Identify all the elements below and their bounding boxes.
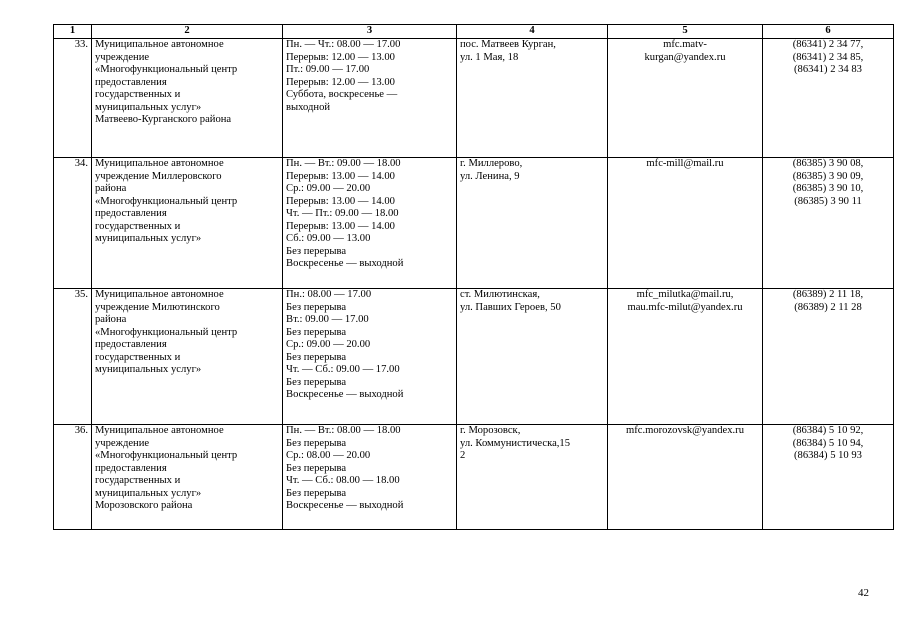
- address-cell-line: г. Миллерово,: [460, 158, 523, 169]
- row-number-cell: 36.: [54, 425, 92, 530]
- organization-name-cell-line: государственных и: [95, 220, 181, 232]
- header-row: [54, 25, 894, 39]
- working-hours-cell-line: Вт.: 09.00 — 17.00: [286, 314, 369, 325]
- phones-cell-line: (86384) 5 10 92,: [792, 425, 864, 436]
- address-cell-line: ул. Павших Героев, 50: [460, 301, 561, 313]
- phones-cell-line: (86389) 2 11 18,: [792, 289, 864, 300]
- organization-name-cell: [92, 289, 283, 425]
- working-hours-cell-line: Без перерыва: [286, 351, 347, 363]
- working-hours-cell-line: Чт. — Пт.: 09.00 — 18.00: [286, 208, 399, 219]
- organization-name-cell-line: государственных и: [95, 475, 181, 486]
- organization-name-cell-line: муниципальных услуг»: [95, 364, 202, 375]
- organization-name-cell-line: Муниципальное автономное: [95, 425, 224, 436]
- working-hours-cell-line: Ср.: 08.00 — 20.00: [286, 450, 371, 461]
- email-cell-line: mfc_milutka@mail.ru,: [636, 289, 734, 300]
- working-hours-cell-line: Ср.: 09.00 — 20.00: [286, 339, 371, 350]
- organization-name-cell-line: «Многофункциональный центр: [95, 195, 238, 207]
- organization-name-cell-line: предоставления: [95, 462, 167, 474]
- email-cell-line: mfc.matv-: [663, 39, 707, 50]
- phones-cell: [763, 289, 894, 425]
- organization-name-cell-line: Матвеево-Курганского района: [95, 114, 232, 125]
- col-header-2: 2: [92, 25, 283, 39]
- phones-cell-line: (86341) 2 34 77,: [792, 39, 864, 50]
- working-hours-cell-line: Ср.: 09.00 — 20.00: [286, 183, 371, 194]
- organization-name-cell: [92, 158, 283, 289]
- col-header-6: 6: [763, 25, 894, 39]
- organization-name-cell-line: муниципальных услуг»: [95, 487, 202, 499]
- phones-cell: [763, 39, 894, 158]
- organization-name-cell-line: государственных и: [95, 89, 181, 100]
- email-cell: [608, 425, 763, 530]
- phones-cell: [763, 158, 894, 289]
- working-hours-cell-line: Чт. — Сб.: 09.00 — 17.00: [286, 364, 400, 375]
- organization-name-cell-line: учреждение: [95, 51, 150, 63]
- phones-cell-line: (86341) 2 34 83: [794, 64, 862, 75]
- email-cell: [608, 158, 763, 289]
- organization-name-cell: [92, 425, 283, 530]
- working-hours-cell-line: Воскресенье — выходной: [286, 389, 404, 400]
- organization-name-cell-line: района: [95, 314, 127, 325]
- working-hours-cell-line: Пн. — Вт.: 09.00 — 18.00: [286, 158, 401, 169]
- address-cell-line: г. Морозовск,: [460, 425, 521, 436]
- working-hours-cell-line: Без перерыва: [286, 376, 347, 388]
- email-cell-line: mau.mfc-milut@yandex.ru: [627, 301, 743, 313]
- row-number-cell: 34.: [54, 158, 92, 289]
- row-number-cell: 33.: [54, 39, 92, 158]
- organization-name-cell-line: Муниципальное автономное: [95, 158, 224, 169]
- phones-cell-line: (86385) 3 90 10,: [792, 183, 864, 194]
- phones-cell-line: (86385) 3 90 11: [794, 195, 862, 207]
- working-hours-cell: [283, 425, 457, 530]
- working-hours-cell-line: Без перерыва: [286, 462, 347, 474]
- working-hours-cell: [283, 39, 457, 158]
- page-number: 42: [858, 587, 869, 599]
- organization-name-cell-line: Муниципальное автономное: [95, 39, 224, 50]
- col-header-4: 4: [457, 25, 608, 39]
- col-header-5: 5: [608, 25, 763, 39]
- organization-name-cell-line: «Многофункциональный центр: [95, 450, 238, 461]
- table-row: [54, 39, 894, 158]
- working-hours-cell-line: Без перерыва: [286, 437, 347, 449]
- address-cell-line: 2: [460, 450, 466, 461]
- working-hours-cell-line: Перерыв: 13.00 — 14.00: [286, 220, 395, 232]
- organization-name-cell-line: района: [95, 183, 127, 194]
- phones-cell-line: (86389) 2 11 28: [794, 301, 862, 313]
- working-hours-cell-line: Сб.: 09.00 — 13.00: [286, 233, 371, 244]
- email-cell: [608, 289, 763, 425]
- table-row: [54, 158, 894, 289]
- working-hours-cell-line: выходной: [286, 101, 331, 113]
- organization-name-cell-line: учреждение: [95, 437, 150, 449]
- email-cell-line: kurgan@yandex.ru: [644, 51, 726, 63]
- phones-cell-line: (86385) 3 90 09,: [792, 170, 864, 182]
- organization-name-cell-line: предоставления: [95, 208, 167, 219]
- organization-name-cell-line: предоставления: [95, 76, 167, 88]
- phones-cell-line: (86384) 5 10 93: [794, 450, 862, 461]
- address-cell: [457, 158, 608, 289]
- working-hours-cell-line: Перерыв: 13.00 — 14.00: [286, 195, 395, 207]
- working-hours-cell: [283, 289, 457, 425]
- organization-name-cell-line: Муниципальное автономное: [95, 289, 224, 300]
- address-cell: [457, 425, 608, 530]
- working-hours-cell-line: Без перерыва: [286, 326, 347, 338]
- organization-name-cell-line: «Многофункциональный центр: [95, 326, 238, 338]
- organization-name-cell-line: государственных и: [95, 351, 181, 363]
- address-cell-line: ул. Ленина, 9: [460, 170, 520, 182]
- col-header-3: 3: [283, 25, 457, 39]
- address-cell-line: ст. Милютинская,: [460, 289, 540, 300]
- organization-name-cell: [92, 39, 283, 158]
- organization-name-cell-line: муниципальных услуг»: [95, 101, 202, 113]
- organization-name-cell-line: муниципальных услуг»: [95, 233, 202, 244]
- working-hours-cell-line: Перерыв: 12.00 — 13.00: [286, 76, 395, 88]
- col-header-1: 1: [54, 25, 92, 39]
- address-cell-line: пос. Матвеев Курган,: [460, 39, 556, 50]
- working-hours-cell-line: Перерыв: 12.00 — 13.00: [286, 51, 395, 63]
- phones-cell-line: (86384) 5 10 94,: [792, 437, 864, 449]
- working-hours-cell-line: Пн.: 08.00 — 17.00: [286, 289, 372, 300]
- working-hours-cell-line: Пт.: 09.00 — 17.00: [286, 64, 370, 75]
- working-hours-cell-line: Без перерыва: [286, 245, 347, 257]
- working-hours-cell-line: Пн. — Вт.: 08.00 — 18.00: [286, 425, 401, 436]
- address-cell: [457, 39, 608, 158]
- organization-name-cell-line: «Многофункциональный центр: [95, 64, 238, 75]
- working-hours-cell-line: Перерыв: 13.00 — 14.00: [286, 170, 395, 182]
- working-hours-cell-line: Суббота, воскресенье —: [286, 89, 398, 100]
- row-number-cell: 35.: [54, 289, 92, 425]
- phones-cell-line: (86341) 2 34 85,: [792, 51, 864, 63]
- address-cell-line: ул. 1 Мая, 18: [460, 51, 519, 63]
- organization-name-cell-line: учреждение Миллеровского: [95, 170, 222, 182]
- table-body: [54, 39, 894, 530]
- table-row: [54, 289, 894, 425]
- email-cell-line: mfc.morozovsk@yandex.ru: [625, 425, 745, 436]
- working-hours-cell: [283, 158, 457, 289]
- email-cell: [608, 39, 763, 158]
- table-row: [54, 425, 894, 530]
- working-hours-cell-line: Без перерыва: [286, 487, 347, 499]
- mfc-directory-table: [53, 24, 894, 530]
- email-cell-line: mfc-mill@mail.ru: [646, 158, 724, 169]
- organization-name-cell-line: Морозовского района: [95, 500, 193, 511]
- phones-cell: [763, 425, 894, 530]
- phones-cell-line: (86385) 3 90 08,: [792, 158, 864, 169]
- organization-name-cell-line: предоставления: [95, 339, 167, 350]
- working-hours-cell-line: Пн. — Чт.: 08.00 — 17.00: [286, 39, 401, 50]
- working-hours-cell-line: Воскресенье — выходной: [286, 258, 404, 269]
- address-cell-line: ул. Коммунистическа,15: [460, 437, 571, 449]
- organization-name-cell-line: учреждение Милютинского: [95, 301, 220, 313]
- working-hours-cell-line: Чт. — Сб.: 08.00 — 18.00: [286, 475, 400, 486]
- working-hours-cell-line: Воскресенье — выходной: [286, 500, 404, 511]
- address-cell: [457, 289, 608, 425]
- working-hours-cell-line: Без перерыва: [286, 301, 347, 313]
